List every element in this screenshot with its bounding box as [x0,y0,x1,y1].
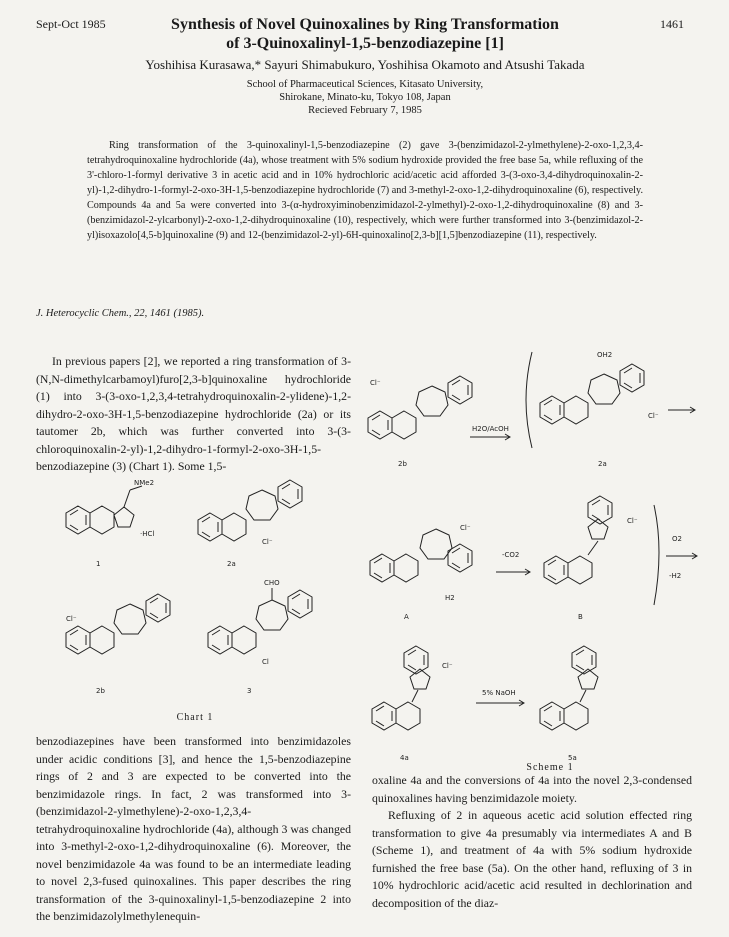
scheme-4a [372,646,430,730]
affiliation-line-2: Shirokane, Minato-ku, Tokyo 108, Japan [279,92,451,103]
reagent-minus-h2: -H2 [669,572,682,580]
label-compound-2a: 2a [227,560,236,568]
page-number: 1461 [660,17,684,31]
bracket-close [654,505,659,605]
atom-cl-minus-2b: Cl⁻ [66,615,77,623]
scheme-atom-cl-minus-A: Cl⁻ [460,524,471,532]
reagent-naoh: 5% NaOH [482,689,516,697]
scheme-label-A: A [404,613,409,621]
atom-cl-minus-2a: Cl⁻ [262,538,273,546]
structure-2a [198,480,302,541]
structure-1 [66,486,142,534]
title-line-2: of 3-Quinoxalinyl-1,5-benzodiazepine [1] [226,35,504,52]
scheme-2a [540,364,644,424]
scheme-1-caption: Scheme 1 [526,762,574,773]
col1-intro-paragraph: In previous papers [2], we reported a ring transformation of 3-(N,N-dimethylcarbamoyl)furo[2,3-b]quinoxaline hydrochloride (1) into 3-(3-oxo-1,2,3,4-tetrahydroquinoxalin-2-ylidene)-1,2-dihydro-2-oxo-3H-1,5-benzodiazepine hydrochloride (2a) or its tautomer 2b, which was further converted into 3-(3-chloroquinoxalin-2-yl)-1,2-dihydro-1-formyl-2-oxo-3H-1,5-benzodiazepine (3) (Chart 1). Some 1,5- [36,354,351,473]
scheme-label-4a: 4a [400,754,409,762]
running-head: Sept-Oct 1985 [36,17,106,31]
scheme-label-2a: 2a [598,460,607,468]
scheme-atom-cl-minus-B: Cl⁻ [627,517,638,525]
reagent-o2: O2 [672,535,682,543]
scheme-atom-cl-minus-2a: Cl⁻ [648,412,659,420]
scheme-A [370,529,472,582]
atom-cl: Cl [262,658,269,666]
atom-nme2: NMe2 [134,479,155,487]
scheme-atom-oh2: OH2 [597,351,613,359]
structure-3 [208,588,312,654]
affiliation-line-1: School of Pharmaceutical Sciences, Kitasato University, [246,79,484,90]
received-date: Recieved February 7, 1985 [308,105,422,116]
bracket-open [526,352,532,448]
scheme-label-5a: 5a [568,754,577,762]
reagent-h2o-acoh: H2O/AcOH [472,425,509,433]
title-line-1: Synthesis of Novel Quinoxalines by Ring Transformation [171,16,559,33]
label-compound-1: 1 [96,560,101,568]
col2-paragraph-2: Refluxing of 2 in aqueous acetic acid solution effected ring transformation to give 4a presumably via intermediates A and B (Scheme 1), and treatment of 4a with 5% sodium hydroxide furnished the free base (5a). On the other hand, refluxing of 3 in 10% hydrochloric acid/acetic acid resulted in dechlorination and decomposition of the diaz- [372,808,692,910]
author-list: Yoshihisa Kurasawa,* Sayuri Shimabukuro, Yoshihisa Okamoto and Atsushi Takada [145,57,585,72]
abstract: Ring transformation of the 3-quinoxalinyl-1,5-benzodiazepine (2) gave 3-(benzimidazol-2-ylmethylene)-2-oxo-1,2,3,4-tetrahydroquinoxaline hydrochloride (4a), whose treatment with 5% sodium hydroxide provided the free base 5a, while refluxing of the 3'-chloro-1-formyl derivative 3 in acetic acid and in 10% hydrochloric acid/acetic acid afforded 3-(3-oxo-3,4-dihydroquinoxalin-2-yl)-1,2-dihydro-1-formyl-2-oxo-3H-1,5-benzodiazepine hydrochloride (7) and 3-methyl-2-oxo-1,2-dihydroquinoxaline (6), respectively. Compounds 4a and 5a were converted into 3-(α-hydroxyiminobenzimidazol-2-ylmethyl)-2-oxo-1,2-dihydroquinoxaline (8) and 3-(benzimidazol-2-ylcarbonyl)-2-oxo-1,2-dihydroquinoxaline (10), respectively, which were further transformed into 3-(benzimidazol-2-yl)isoxazolo[4,5-b]quinoxaline (9) and 12-(benzimidazol-2-yl)-6H-quinoxalino[2,3-b][1,5]benzodiazepine (11), respectively. [87,140,643,241]
scheme-B [544,496,612,584]
scheme-atom-cl-minus-2b: Cl⁻ [370,379,381,387]
scheme-2b [368,376,472,439]
scheme-atom-h2: H2 [445,594,455,602]
scheme-label-B: B [578,613,583,621]
scheme-label-2b: 2b [398,460,407,468]
structure-2b [66,594,170,654]
atom-cho: CHO [264,579,280,587]
atom-hcl: ·HCl [140,530,155,538]
reagent-minus-co2: -CO2 [502,551,520,559]
scheme-5a [540,646,598,730]
chart-1-caption: Chart 1 [176,712,214,723]
col2-paragraph-1: oxaline 4a and the conversions of 4a into the novel 2,3-condensed quinoxalines having benzimidazole moiety. [372,773,692,805]
scheme-atom-cl-minus-4a: Cl⁻ [442,662,453,670]
col1-continued-paragraph: benzodiazepines have been transformed into benzimidazoles under acidic conditions [3], and hence the 1,5-benzodiazepine rings of 2 and 3 are expected to be converted into the benzimidazole rings. In fact, 2 was transformed into 3-(benzimidazol-2-ylmethylene)-2-oxo-1,2,3,4-tetrahydroquinoxaline hydrochloride (4a), although 3 was changed into 3-methyl-2-oxo-1,2-dihydroquinoxaline (6). Moreover, the novel benzimidazole 4a was found to be an intermediate leading to novel 2,3-fused quinoxalines. This paper describes the ring transformation of the 3-quinoxalinyl-1,5-benzodiazepine 2 into the benzimidazolylmethylenequin- [36,734,351,923]
journal-citation: J. Heterocyclic Chem., 22, 1461 (1985). [36,308,205,319]
label-compound-3: 3 [247,687,252,695]
label-compound-2b: 2b [96,687,105,695]
